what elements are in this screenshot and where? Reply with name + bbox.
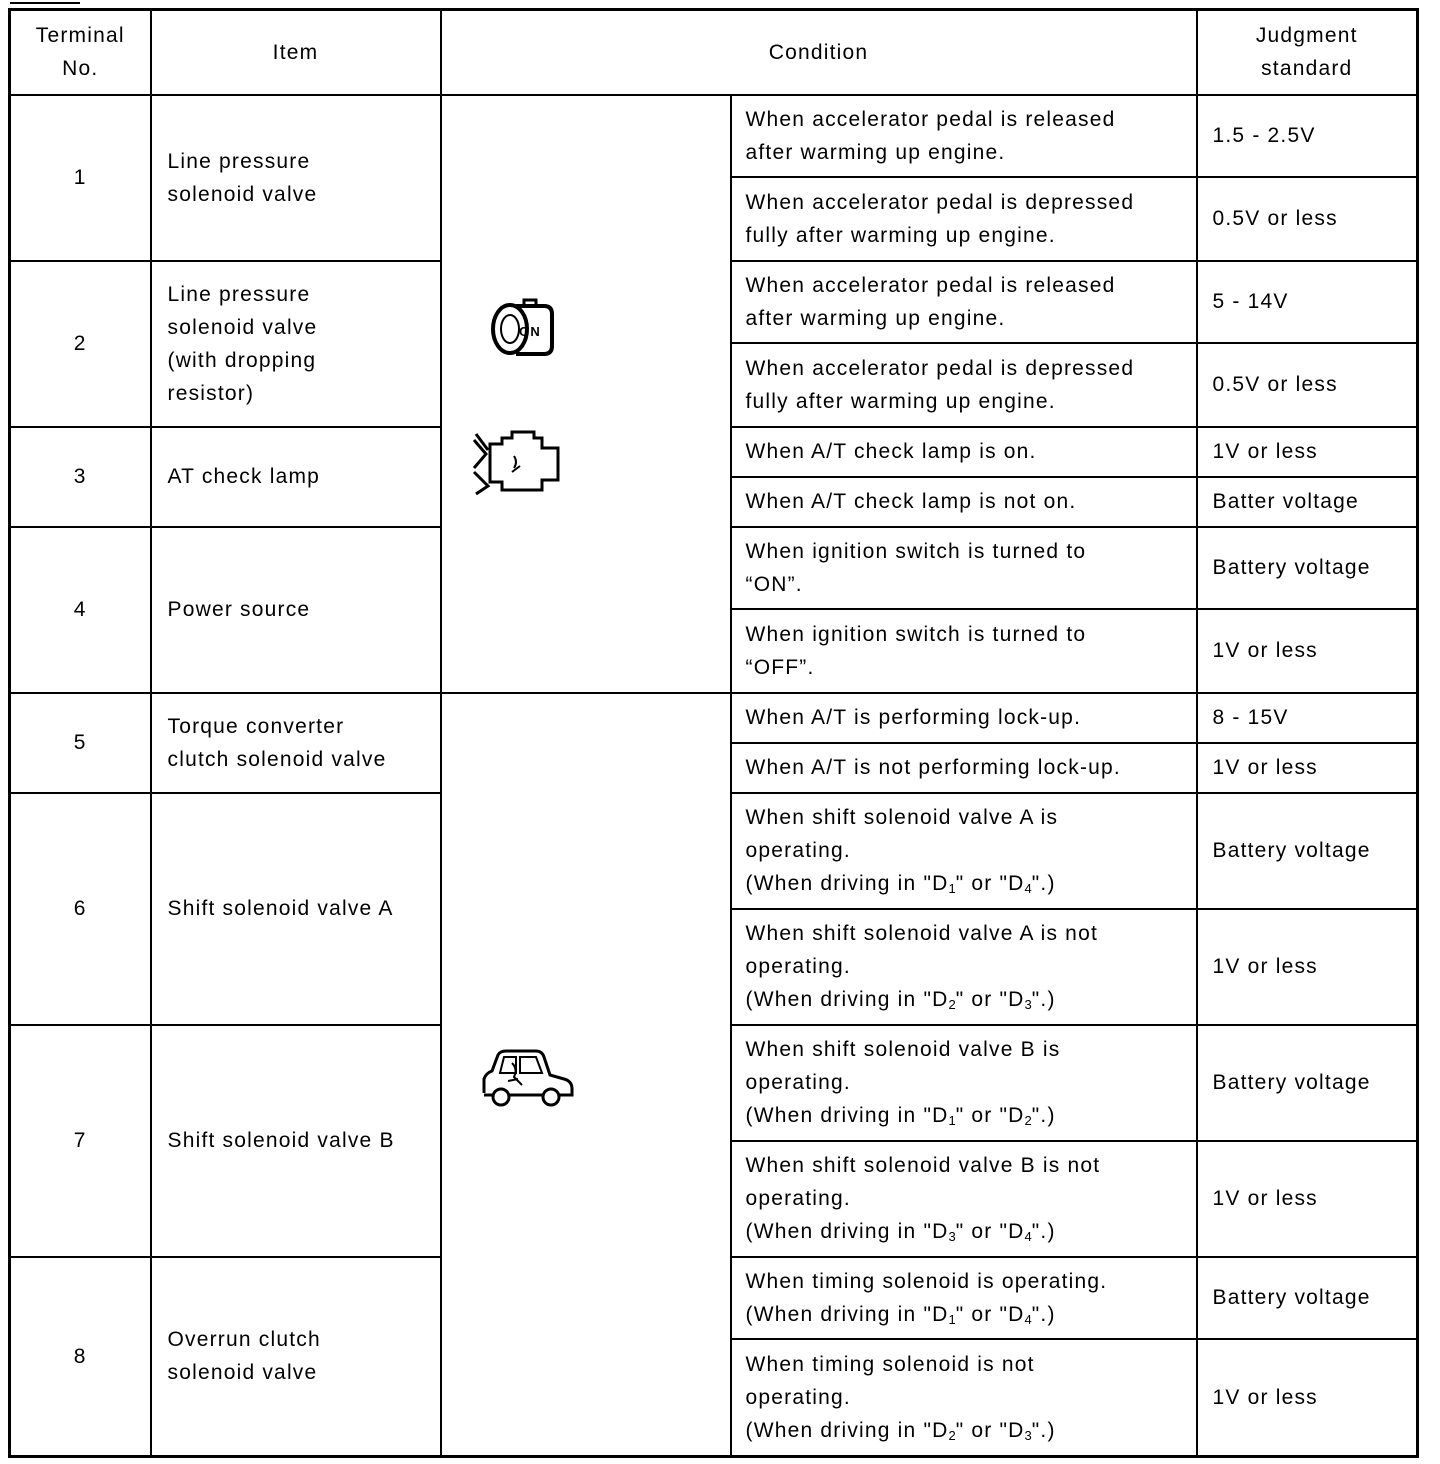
text-line: Overrun clutch [167,1328,321,1352]
text-line: fully after warming up engine. [745,223,1056,247]
judgment-value: 0.5V or less [1197,177,1418,261]
text-line: Torque converter [167,714,345,738]
text-line: (When driving in "$D_1$" or "$D_4$".) [745,1302,1056,1327]
item-name [151,793,441,1025]
judgment-value: 1.5 - 2.5V [1197,95,1418,177]
item-name [151,261,441,427]
text-line: after warming up engine. [745,140,1006,164]
judgment-value: 1V or less [1197,427,1418,477]
judgment-value: Battery voltage [1197,1257,1418,1339]
text-line: operating. [745,955,851,978]
ignition-key-on-icon [488,296,558,362]
item-name [151,95,441,261]
svg-text:ON: ON [518,323,541,339]
text-line: When A/T is not performing lock-up. [745,756,1121,779]
condition-text [731,1025,1197,1141]
text-line: When A/T check lamp is on. [745,440,1037,463]
text-line: When shift solenoid valve B is [745,1038,1061,1061]
text-line: Line pressure [167,282,311,306]
condition-text [731,609,1197,693]
table-row [10,693,1418,743]
terminal-number: 1 [10,95,151,261]
text-line: When A/T check lamp is not on. [745,490,1077,513]
text-line: “OFF”. [745,655,815,679]
judgment-value: 1V or less [1197,1339,1418,1457]
text-line: solenoid valve [167,182,318,206]
text-line: clutch solenoid valve [167,747,387,771]
text-line: When timing solenoid is not [745,1352,1035,1376]
text-line: “ON”. [745,572,803,596]
condition-icons-driving [441,693,731,1457]
text-line: Line pressure [167,149,311,173]
condition-text [731,693,1197,743]
condition-text [731,427,1197,477]
item-name [151,1257,441,1457]
header-condition: Condition [441,10,1197,95]
condition-icons-ignition-engine [441,95,731,693]
condition-text [731,177,1197,261]
condition-text [731,527,1197,609]
text-line: operating. [745,1187,851,1210]
header-terminal-line: No. [62,57,99,81]
text-line: after warming up engine. [745,306,1006,330]
text-line: When timing solenoid is operating. [745,1269,1108,1293]
terminal-judgment-table [8,8,1419,1458]
terminal-number: 7 [10,1025,151,1257]
header-terminal-line: Terminal [35,24,125,48]
header-judgment [1197,10,1418,95]
text-line: (When driving in "$D_2$" or "$D_3$".) [745,988,1056,1012]
header-item: Item [151,10,441,95]
terminal-number: 2 [10,261,151,427]
text-line: resistor) [167,381,255,405]
table-row [10,95,1418,177]
item-name [151,427,441,527]
judgment-value: Battery voltage [1197,1025,1418,1141]
text-line: fully after warming up engine. [745,389,1056,413]
text-line: When accelerator pedal is depressed [745,190,1135,214]
text-line: When shift solenoid valve A is not [745,922,1098,945]
engine-running-icon [472,428,564,496]
judgment-value: 1V or less [1197,1141,1418,1257]
judgment-value: 1V or less [1197,743,1418,793]
header-row [10,10,1418,95]
judgment-value: 0.5V or less [1197,343,1418,427]
condition-text [731,1339,1197,1457]
condition-text [731,477,1197,527]
judgment-value: Batter voltage [1197,477,1418,527]
condition-text [731,793,1197,909]
condition-text [731,343,1197,427]
text-line: solenoid valve [167,1361,318,1385]
terminal-number: 5 [10,693,151,793]
corner-mark [10,2,80,4]
text-line: When shift solenoid valve A is [745,806,1059,829]
text-line: operating. [745,1071,851,1094]
text-line: When accelerator pedal is released [745,273,1116,297]
item-name [151,1025,441,1257]
text-line: operating. [745,839,851,862]
text-line: (When driving in "$D_3$" or "$D_4$".) [745,1220,1056,1244]
condition-text [731,95,1197,177]
terminal-number: 3 [10,427,151,527]
text-line: solenoid valve [167,315,318,339]
header-judgment-line: Judgment [1255,24,1358,48]
condition-text [731,743,1197,793]
terminal-number: 6 [10,793,151,1025]
icon-wrap [442,694,730,1456]
judgment-value: 5 - 14V [1197,261,1418,343]
text-line: When A/T is performing lock-up. [745,706,1082,729]
header-terminal [10,10,151,95]
judgment-value: Battery voltage [1197,527,1418,609]
text-line: When accelerator pedal is depressed [745,356,1135,380]
terminal-number: 8 [10,1257,151,1457]
judgment-value: 8 - 15V [1197,693,1418,743]
text-line: Shift solenoid valve B [167,1129,395,1152]
item-name [151,693,441,793]
text-line: When ignition switch is turned to [745,622,1087,646]
text-line: operating. [745,1385,851,1409]
text-line: (When driving in "$D_1$" or "$D_4$".) [745,872,1056,896]
condition-text [731,909,1197,1025]
condition-text [731,261,1197,343]
text-line: Power source [167,598,311,621]
judgment-value: 1V or less [1197,609,1418,693]
judgment-value: Battery voltage [1197,793,1418,909]
text-line: When ignition switch is turned to [745,539,1087,563]
vehicle-driving-icon [478,1049,574,1111]
icon-wrap [442,96,730,692]
condition-text [731,1141,1197,1257]
text-line: When shift solenoid valve B is not [745,1154,1101,1177]
item-name [151,527,441,693]
text-line: (When driving in "$D_2$" or "$D_3$".) [745,1418,1056,1443]
terminal-number: 4 [10,527,151,693]
text-line: (When driving in "$D_1$" or "$D_2$".) [745,1104,1056,1128]
text-line: When accelerator pedal is released [745,107,1116,131]
header-judgment-line: standard [1261,57,1353,81]
judgment-value: 1V or less [1197,909,1418,1025]
text-line: (with dropping [167,348,317,372]
text-line: Shift solenoid valve A [167,897,394,920]
text-line: AT check lamp [167,465,321,488]
condition-text [731,1257,1197,1339]
